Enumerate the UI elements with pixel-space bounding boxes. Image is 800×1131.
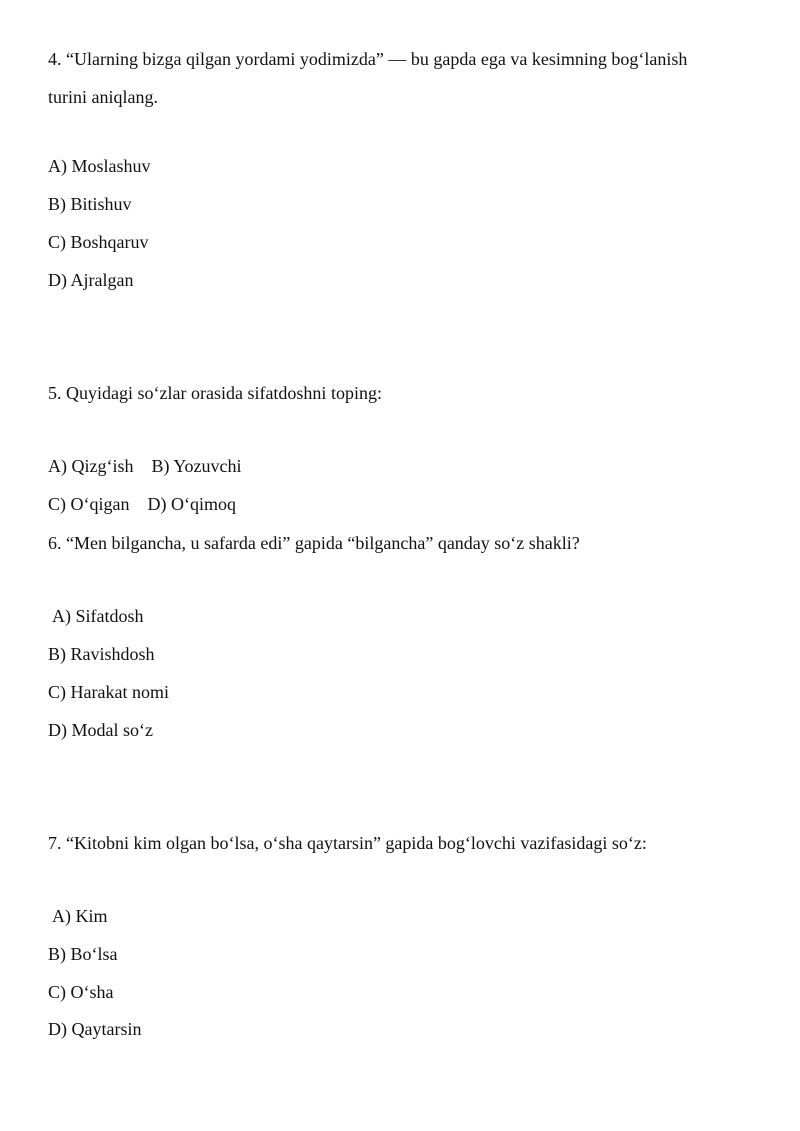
question-6-option-a[interactable]: A) Sifatdosh [52,606,144,626]
question-7-option-a[interactable]: A) Kim [52,906,108,926]
question-5-text: 5. Quyidagi so‘zlar orasida sifatdoshni toping: [48,383,382,403]
question-4-text-line1: 4. “Ularning bizga qilgan yordami yodimizda” — bu gapda ega va kesimning bog‘lanish [48,49,688,69]
question-5-option-d[interactable]: D) O‘qimoq [147,494,236,514]
question-5-option-c[interactable]: C) O‘qigan [48,494,130,514]
question-5-options-row1 [48,455,242,477]
question-5-option-a[interactable]: A) Qizg‘ish [48,456,134,476]
question-7-option-c[interactable]: C) O‘sha [48,982,114,1002]
question-4-option-b[interactable]: B) Bitishuv [48,194,132,214]
question-7-text: 7. “Kitobni kim olgan bo‘lsa, o‘sha qaytarsin” gapida bog‘lovchi vazifasidagi so‘z: [48,833,647,853]
question-7-option-d[interactable]: D) Qaytarsin [48,1019,142,1039]
question-6-option-b[interactable]: B) Ravishdosh [48,644,155,664]
question-7-option-b[interactable]: B) Bo‘lsa [48,944,118,964]
question-6-option-d[interactable]: D) Modal so‘z [48,720,153,740]
question-4-text-line2: turini aniqlang. [48,87,158,107]
question-4-option-a[interactable]: A) Moslashuv [48,156,151,176]
question-4-option-d[interactable]: D) Ajralgan [48,270,134,290]
question-4-option-c[interactable]: C) Boshqaruv [48,232,149,252]
question-5-options-row2 [48,493,236,515]
question-5-option-b[interactable]: B) Yozuvchi [151,456,242,476]
question-6-text: 6. “Men bilgancha, u safarda edi” gapida “bilgancha” qanday so‘z shakli? [48,533,580,553]
question-6-option-c[interactable]: C) Harakat nomi [48,682,169,702]
